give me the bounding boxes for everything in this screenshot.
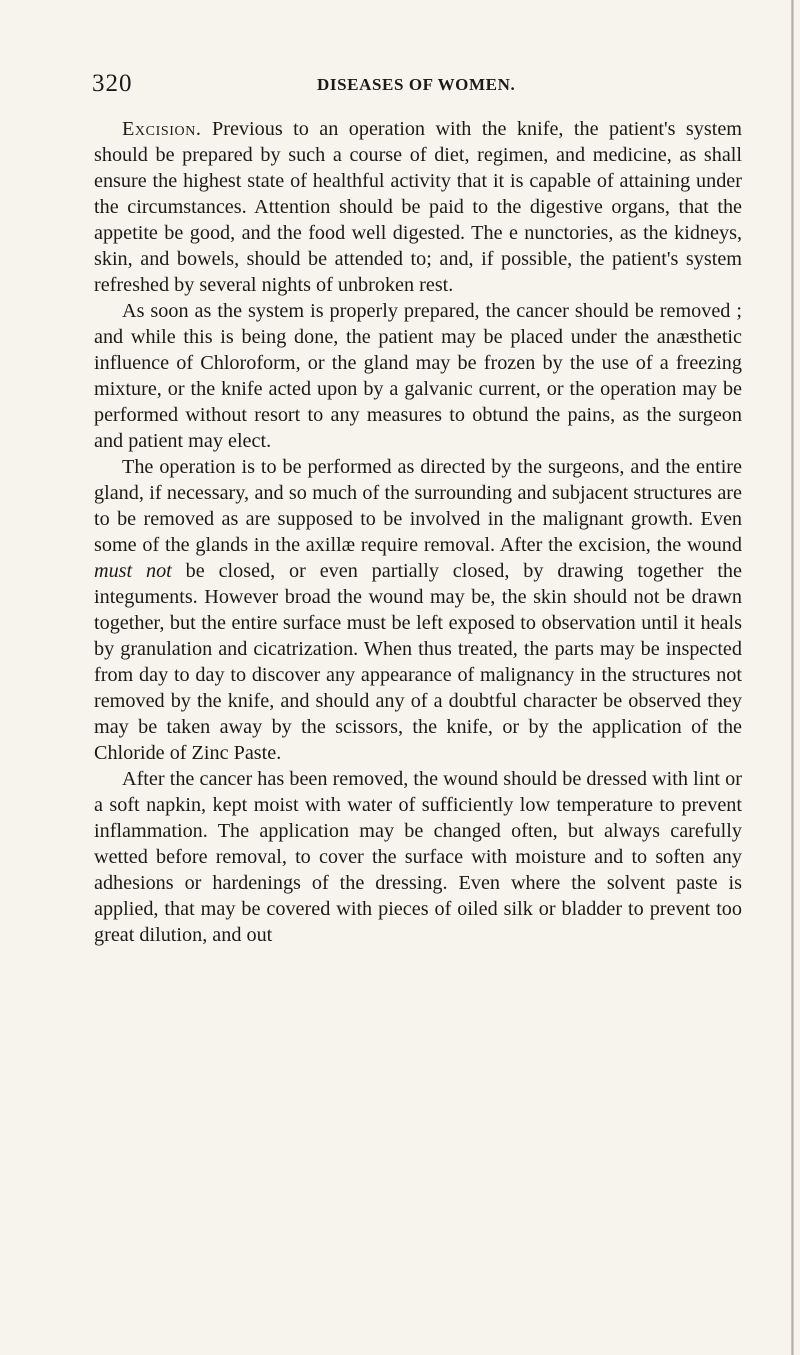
page-header (92, 70, 732, 110)
paragraph-text: As soon as the system is properly prepared, the cancer should be removed ; and while this is being done, the patient may be placed under the anæsthetic influence of Chloroform, or the gland may be frozen by the use of a freezing mixture, or the knife acted upon by a galvanic current, or the operation may be performed without resort to any measures to obtund the pains, as the surgeon and patient may elect. (94, 300, 742, 452)
section-lead: Excision. (122, 118, 202, 140)
paragraph-operation (94, 454, 742, 766)
page-number: 320 (92, 70, 133, 97)
paragraph-text: Previous to an operation with the knife, the patient's system should be prepared by such a course of diet, regimen, and medicine, as shall ensure the highest state of healthful activity that it is capable of attaining under the circumstances. Attention should be paid to the digestive organs, that the appetite be good, and the food well digested. The e nunctories, as the kidneys, skin, and bowels, should be attended to; and, if possible, the patient's system refreshed by several nights of unbroken rest. (94, 118, 742, 296)
body-text (94, 116, 742, 948)
paragraph-text: be closed, or even partially closed, by drawing together the integuments. However broad the wound may be, the skin should not be drawn together, but the entire surface must be left exposed to observation until it heals by granulation and cicatrization. When thus treated, the parts may be inspected from day to day to discover any appearance of malignancy in the structures not removed by the knife, and should any of a doubtful character be observed they may be taken away by the scissors, the knife, or by the application of the Chloride of Zinc Paste. (94, 560, 742, 764)
paragraph-text: The operation is to be performed as directed by the surgeons, and the entire gland, if necessary, and so much of the surrounding and subjacent structures are to be removed as are supposed to be involved in the malignant growth. Even some of the glands in the axillæ require removal. After the excision, the wound (94, 456, 742, 556)
paragraph-dressing (94, 766, 742, 948)
emphasis-text: must not (94, 560, 172, 582)
paragraph-text: After the cancer has been removed, the wound should be dressed with lint or a soft napkin, kept moist with water of sufficiently low temperature to prevent inflammation. The application may be changed often, but always carefully wetted before removal, to cover the surface with moisture and to soften any adhesions or hardenings of the dressing. Even where the solvent paste is applied, that may be covered with pieces of oiled silk or bladder to prevent too great dilution, and out (94, 768, 742, 946)
running-head: DISEASES OF WOMEN. (317, 75, 516, 94)
paragraph-preparation (94, 298, 742, 454)
page-edge (791, 0, 794, 1355)
paragraph-excision (94, 116, 742, 298)
